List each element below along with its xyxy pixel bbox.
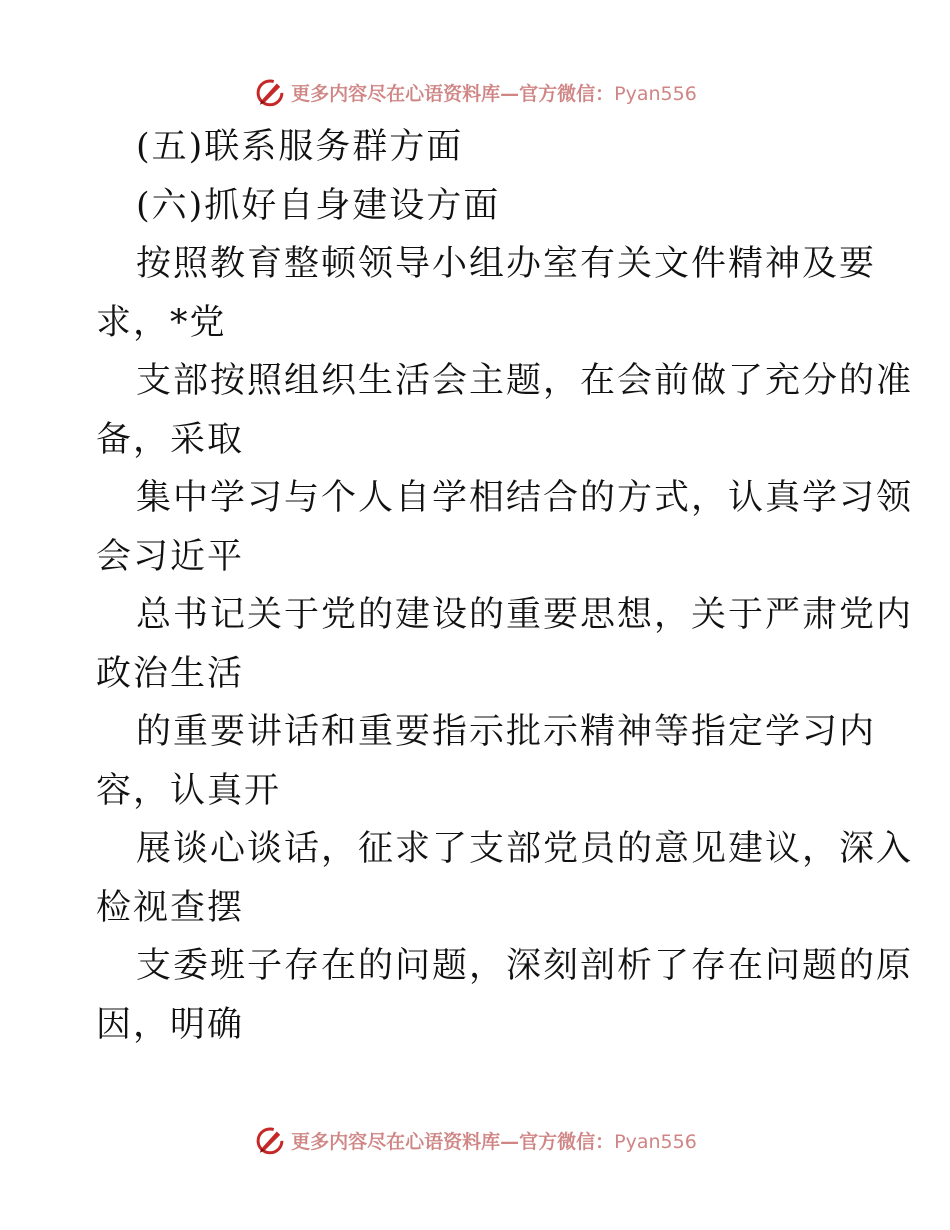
header-banner-handle: Pyan556 [614, 82, 697, 105]
footer-banner-handle: Pyan556 [614, 1130, 697, 1153]
paragraph-line: 容，认真开 [96, 770, 282, 811]
section-heading-six: (六)抓好自身建设方面 [136, 185, 501, 226]
footer-banner [0, 1120, 950, 1160]
paragraph-line: 会习近平 [96, 536, 245, 577]
paragraph-line: 政治生活 [96, 653, 245, 694]
pen-swirl-logo-icon [253, 1123, 287, 1157]
paragraph-line: 检视查摆 [96, 887, 245, 928]
header-banner-text [291, 79, 697, 106]
paragraph-line: 支部按照组织生活会主题，在会前做了充分的准 [136, 361, 914, 401]
footer-banner-label: 更多内容尽在心语资料库—官方微信： [291, 1130, 615, 1153]
footer-banner-text [291, 1127, 697, 1154]
paragraph-line: 的重要讲话和重要指示批示精神等指定学习内 [136, 712, 877, 752]
header-banner [0, 72, 950, 112]
paragraph-line: 支委班子存在的问题，深刻剖析了存在问题的原 [136, 946, 914, 986]
paragraph-line: 因，明确 [96, 1004, 245, 1045]
paragraph-line: 备，采取 [96, 419, 245, 460]
section-heading-five: (五)联系服务群方面 [136, 127, 464, 167]
paragraph-line: 总书记关于党的建设的重要思想，关于严肃党内 [136, 595, 914, 635]
paragraph-line: 展谈心谈话，征求了支部党员的意见建议，深入 [136, 829, 914, 869]
pen-swirl-logo-icon [253, 75, 287, 109]
paragraph-line: 求，*党 [96, 302, 227, 343]
paragraph-line: 集中学习与个人自学相结合的方式，认真学习领 [136, 478, 914, 518]
document-body [96, 118, 914, 1054]
paragraph-line: 按照教育整顿领导小组办室有关文件精神及要 [136, 244, 877, 284]
header-banner-label: 更多内容尽在心语资料库—官方微信： [291, 82, 615, 105]
